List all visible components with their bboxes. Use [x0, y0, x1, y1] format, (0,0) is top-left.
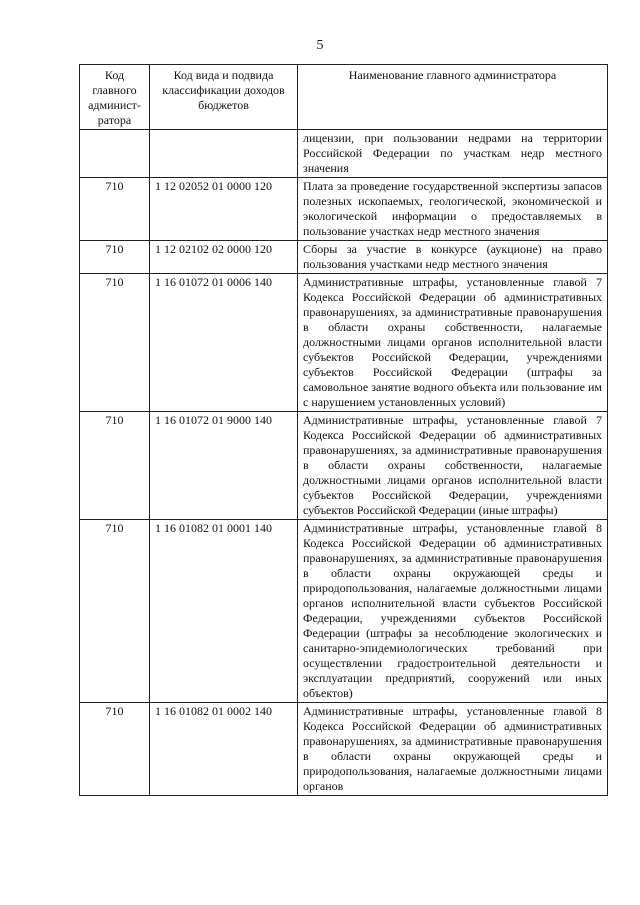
header-income-code: Код вида и подвида классификации доходов бюджетов	[150, 65, 298, 130]
page-number: 5	[316, 38, 324, 53]
table-row	[80, 520, 608, 703]
administrator-name-cell: Плата за проведение государственной экспертизы запасов полезных ископаемых, геологической, экономической и экологической информации о предоставляемых в пользование участках недр местного значения	[298, 178, 608, 241]
income-code-cell: 1 12 02102 02 0000 120	[150, 241, 298, 274]
table-row	[80, 130, 608, 178]
administrators-table	[79, 64, 608, 796]
income-code-cell: 1 16 01082 01 0001 140	[150, 520, 298, 703]
income-code-cell: 1 16 01072 01 0006 140	[150, 274, 298, 412]
table-row	[80, 412, 608, 520]
admin-code-cell: 710	[80, 274, 150, 412]
admin-code-cell: 710	[80, 703, 150, 796]
income-code-cell: 1 16 01072 01 9000 140	[150, 412, 298, 520]
admin-code-cell: 710	[80, 241, 150, 274]
table-row	[80, 274, 608, 412]
admin-code-cell: 710	[80, 412, 150, 520]
admin-code-cell: 710	[80, 178, 150, 241]
table-row	[80, 703, 608, 796]
income-code-cell	[150, 130, 298, 178]
income-code-cell: 1 12 02052 01 0000 120	[150, 178, 298, 241]
administrator-name-cell: лицензии, при пользовании недрами на территории Российской Федерации по участкам недр местного значения	[298, 130, 608, 178]
table-row	[80, 241, 608, 274]
table-header-row	[80, 65, 608, 130]
administrator-name-cell: Административные штрафы, установленные главой 8 Кодекса Российской Федерации об административных правонарушениях, за административные правонарушения в области охраны окружающей среды и природопользования, налагаемые должностными лицами органов	[298, 703, 608, 796]
income-code-cell: 1 16 01082 01 0002 140	[150, 703, 298, 796]
administrator-name-cell: Административные штрафы, установленные главой 7 Кодекса Российской Федерации об административных правонарушениях, за административные правонарушения в области охраны собственности, налагаемые должностными лицами органов исполнительной власти субъектов Российской Федерации, учреждениями субъектов Российской Федерации (штрафы за самовольное занятие водного объекта или пользование им с нарушением установленных условий)	[298, 274, 608, 412]
header-admin-code: Код главного админист-ратора	[80, 65, 150, 130]
admin-code-cell	[80, 130, 150, 178]
table-row	[80, 178, 608, 241]
header-administrator-name: Наименование главного администратора	[298, 65, 608, 130]
administrator-name-cell: Сборы за участие в конкурсе (аукционе) на право пользования участками недр местного значения	[298, 241, 608, 274]
administrator-name-cell: Административные штрафы, установленные главой 7 Кодекса Российской Федерации об административных правонарушениях, за административные правонарушения в области охраны собственности, налагаемые должностными лицами органов исполнительной власти субъектов Российской Федерации, учреждениями субъектов Российской Федерации (иные штрафы)	[298, 412, 608, 520]
administrator-name-cell: Административные штрафы, установленные главой 8 Кодекса Российской Федерации об административных правонарушениях, за административные правонарушения в области охраны окружающей среды и природопользования, налагаемые должностными лицами органов исполнительной власти субъектов Российской Федерации, учреждениями субъектов Российской Федерации (штрафы за несоблюдение экологических и санитарно-эпидемиологических требований при осуществлении градостроительной деятельности и эксплуатации предприятий, сооружений или иных объектов)	[298, 520, 608, 703]
admin-code-cell: 710	[80, 520, 150, 703]
